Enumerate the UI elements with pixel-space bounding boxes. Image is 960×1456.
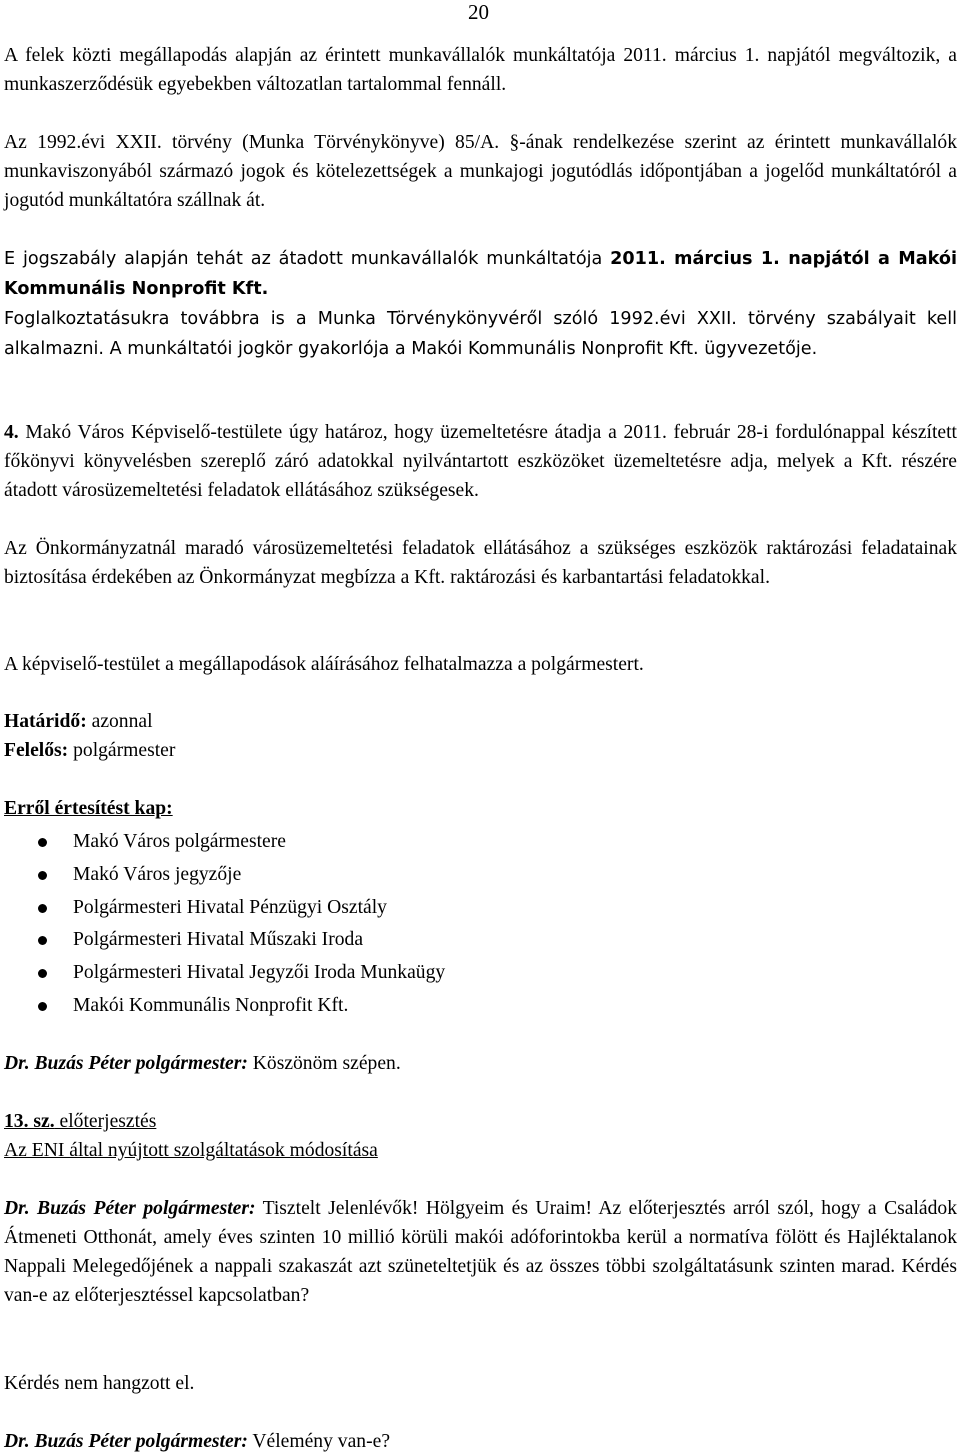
paragraph-no-questions: Kérdés nem hangzott el. [4, 1373, 195, 1394]
list-item-text: Makó Város polgármestere [73, 831, 286, 852]
list-item-text: Polgármesteri Hivatal Pénzügyi Osztály [73, 896, 387, 918]
paragraph-employer-change: A felek közti megállapodás alapján az érintett munkavállalók munkáltatója 2011. március 1. napjától megváltozik, a munkaszerződésük egyebekben változatlan tartalommal fennáll. [4, 45, 957, 95]
list-item-text: Makó Város jegyzője [73, 863, 242, 885]
list-item [0, 924, 445, 957]
page-number: 20 [468, 0, 489, 24]
speech-eni [4, 1194, 957, 1310]
item-13-label: előterjesztés [54, 1111, 157, 1132]
legal-basis-employment: Foglalkoztatásukra továbbra is a Munka Törvénykönyvéről szóló 1992.évi XXII. törvény szabályait kell alkalmazni. A munkáltatói jogkör gyakorlója a Makói Kommunális Nonprofit Kft. ügyvezetője. [4, 309, 957, 359]
bullet-icon [38, 1002, 47, 1011]
notify-heading [4, 794, 957, 823]
resolution-text: Makó Város Képviselő-testülete úgy határoz, hogy üzemeltetésre átadja a 2011. február 28-i fordulónappal készített főkönyvi könyvelésben szereplő záró adatokkal nyilvántartott eszközöket üzemeltetésre adja, melyek a Kft. részére átadott városüzemeltetési feladatok ellátásához szükségesek. [4, 422, 957, 501]
item-13-number: 13. sz. [4, 1111, 55, 1132]
list-item-text: Polgármesteri Hivatal Jegyzői Iroda Munkaügy [73, 962, 446, 984]
paragraph-labour-code: Az 1992.évi XXII. törvény (Munka Törvénykönyve) 85/A. §-ának rendelkezése szerint az érintett munkavállalók munkaviszonyából származó jogok és kötelezettségek a munkajogi jogutódlás időpontjában a jogelőd munkáltatóról a jogutód munkáltatóra szállnak át. [4, 132, 957, 211]
bullet-icon [38, 969, 47, 978]
resolution-number: 4. [4, 422, 19, 443]
item-13-title [4, 1136, 957, 1165]
speech-text: Köszönöm szépen. [247, 1053, 401, 1074]
item-13-heading [4, 1107, 957, 1136]
speaker-name: Dr. Buzás Péter polgármester: [4, 1053, 248, 1074]
speech-text: Vélemény van-e? [247, 1431, 391, 1452]
speech-opinion [4, 1427, 957, 1456]
bullet-icon [38, 936, 47, 945]
speech-text: Tisztelt Jelenlévők! Hölgyeim és Uraim! Az előterjesztés arról szól, hogy a Családok Átmeneti Otthonát, amely éves szinten 10 millió körüli makói adóforintokba kerül a normatíva fölött és Hajléktalanok Nappali Melegedőjének a nappali szakaszát azt szüneteltetjük és az összes többi szolgáltatásunk szinten marad. Kérdés van-e az előterjesztéssel kapcsolatban? [4, 1198, 957, 1306]
list-item [0, 826, 445, 859]
responsible-value: polgármester [68, 740, 176, 761]
notify-list [0, 826, 445, 1023]
responsible-label: Felelős: [4, 740, 69, 761]
list-item [0, 859, 445, 892]
notify-heading-text: Erről értesítést kap: [4, 798, 173, 819]
list-item-text: Makói Kommunális Nonprofit Kft. [73, 994, 349, 1016]
deadline-value: azonnal [86, 711, 153, 732]
speech-thanks [4, 1049, 957, 1078]
bullet-icon [38, 904, 47, 913]
responsible-line [4, 736, 957, 765]
legal-basis-bold: 2011. március 1. napjától a Makói Kommunális Nonprofit Kft. [4, 249, 958, 299]
bullet-icon [38, 871, 47, 880]
list-item-text: Polgármesteri Hivatal Műszaki Iroda [73, 929, 364, 951]
deadline-label: Határidő: [4, 711, 87, 732]
bullet-icon [38, 838, 47, 847]
paragraph-resolution-4 [4, 418, 957, 505]
item-13-title-text: Az ENI által nyújtott szolgáltatások módosítása [4, 1140, 378, 1161]
paragraph-authorization: A képviselő-testület a megállapodások aláírásához felhatalmazza a polgármestert. [4, 654, 644, 675]
speaker-name: Dr. Buzás Péter polgármester: [4, 1198, 256, 1219]
list-item [0, 957, 445, 990]
deadline-line [4, 707, 957, 736]
legal-basis-text: E jogszabály alapján tehát az átadott munkavállalók munkáltatója [4, 249, 611, 269]
speaker-name: Dr. Buzás Péter polgármester: [4, 1431, 248, 1452]
list-item [0, 990, 445, 1023]
list-item [0, 892, 445, 925]
paragraph-storage: Az Önkormányzatnál maradó városüzemeltetési feladatok ellátásához a szükséges eszközök raktározási feladatainak biztosítása érdekében az Önkormányzat megbízza a Kft. raktározási és karbantartási feladatokkal. [4, 538, 957, 588]
paragraph-legal-basis [4, 244, 957, 364]
